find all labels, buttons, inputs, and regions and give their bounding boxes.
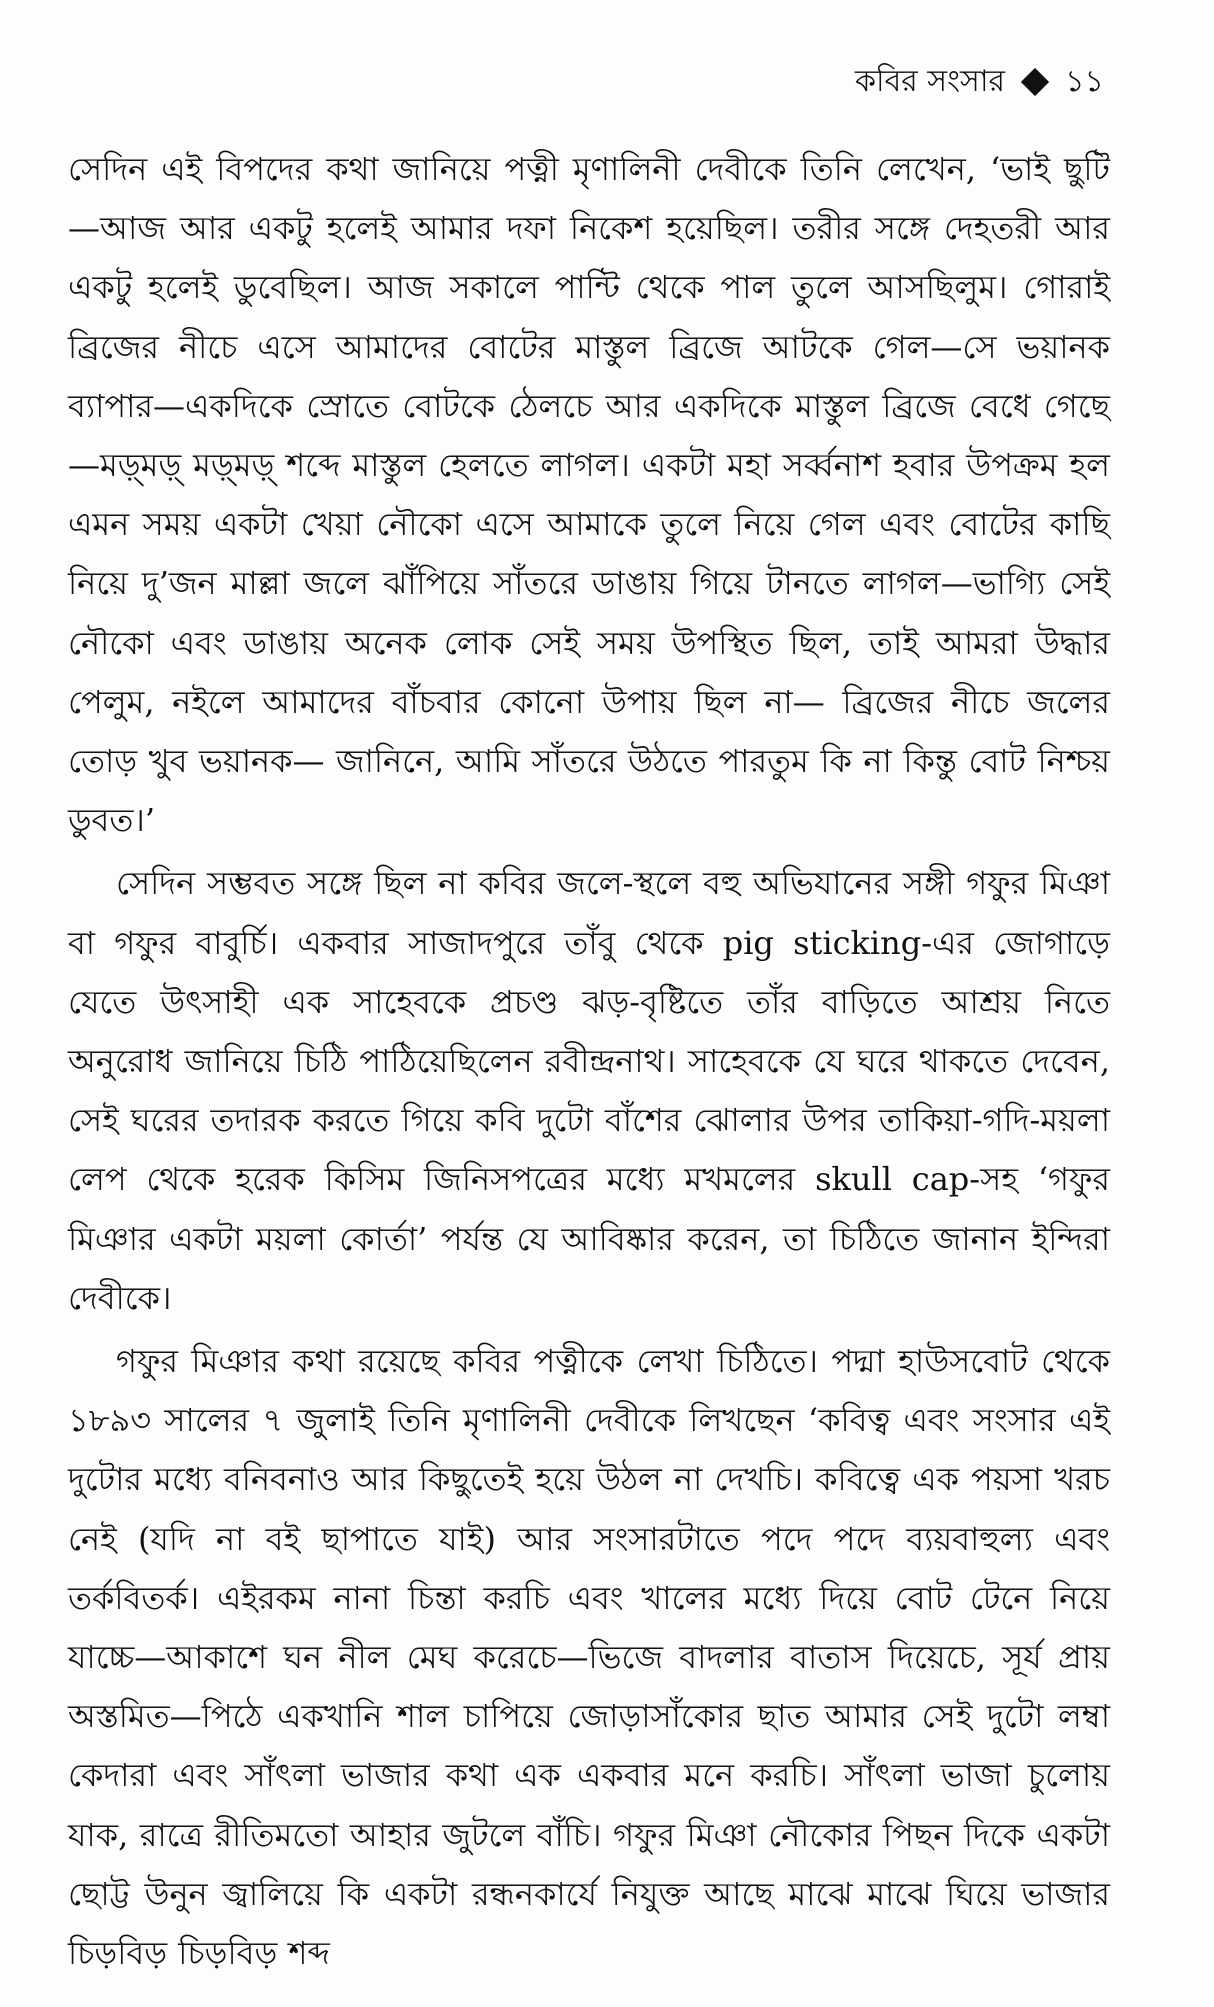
body-text [68,140,1110,1987]
paragraph-3: গফুর মিঞার কথা রয়েছে কবির পত্নীকে লেখা চিঠিতে। পদ্মা হাউসবোট থেকে ১৮৯৩ সালের ৭ জুলাই তিনি মৃণালিনী দেবীকে লিখছেন ‘কবিত্ব এবং সংসার এই দুটোর মধ্যে বনিবনাও আর কিছুতেই হয়ে উঠল না দেখচি। কবিত্বে এক পয়সা খরচ নেই (যদি না বই ছাপাতে যাই) আর সংসারটাতে পদে পদে ব্যয়বাহুল্য এবং তর্কবিতর্ক। এইরকম নানা চিন্তা করচি এবং খালের মধ্যে দিয়ে বোট টেনে নিয়ে যাচ্চে—আকাশে ঘন নীল মেঘ করেচে—ভিজে বাদলার বাতাস দিয়েচে, সূর্য প্রায় অস্তমিত—পিঠে একখানি শাল চাপিয়ে জোড়াসাঁকোর ছাত আমার সেই দুটো লম্বা কেদারা এবং সাঁৎলা ভাজার কথা এক একবার মনে করচি। সাঁৎলা ভাজা চুলোয় যাক, রাত্রে রীতিমতো আহার জুটলে বাঁচি। গফুর মিঞা নৌকোর পিছন দিকে একটা ছোট্ট উনুন জ্বালিয়ে কি একটা রন্ধনকার্যে নিযুক্ত আছে মাঝে মাঝে ঘিয়ে ভাজার চিড়বিড় চিড়বিড় শব্দ [68,1342,1110,1973]
page-number: ১১ [1065,64,1104,99]
running-header [855,62,1104,102]
paragraph-1: সেদিন এই বিপদের কথা জানিয়ে পত্নী মৃণালিনী দেবীকে তিনি লেখেন, ‘ভাই ছুটি—আজ আর একটু হলেই আমার দফা নিকেশ হয়েছিল। তরীর সঙ্গে দেহতরী আর একটু হলেই ডুবেছিল। আজ সকালে পান্টি থেকে পাল তুলে আসছিলুম। গোরাই ব্রিজের নীচে এসে আমাদের বোটের মাস্তুল ব্রিজে আটকে গেল—সে ভয়ানক ব্যাপার—একদিকে স্রোতে বোটকে ঠেলচে আর একদিকে মাস্তুল ব্রিজে বেধে গেছে—মড়্‌মড়্ মড়্‌মড়্ শব্দে মাস্তুল হেলতে লাগল। একটা মহা সর্ব্বনাশ হবার উপক্রম হল এমন সময় একটা খেয়া নৌকো এসে আমাকে তুলে নিয়ে গেল এবং বোটের কাছি নিয়ে দু’জন মাল্লা জলে ঝাঁপিয়ে সাঁতরে ডাঙায় গিয়ে টানতে লাগল—ভাগ্যি সেই নৌকো এবং ডাঙায় অনেক লোক সেই সময় উপস্থিত ছিল, তাই আমরা উদ্ধার পেলুম, নইলে আমাদের বাঁচবার কোনো উপায় ছিল না— ব্রিজের নীচে জলের তোড় খুব ভয়ানক— জানিনে, আমি সাঁতরে উঠতে পারতুম কি না কিন্তু বোট নিশ্চয় ডুবত।’ [68,150,1110,840]
paragraph-2: সেদিন সম্ভবত সঙ্গে ছিল না কবির জলে-স্থলে বহু অভিযানের সঙ্গী গফুর মিঞা বা গফুর বাবুর্চি। একবার সাজাদপুরে তাঁবু থেকে pig sticking-এর জোগাড়ে যেতে উৎসাহী এক সাহেবকে প্রচণ্ড ঝড়-বৃষ্টিতে তাঁর বাড়িতে আশ্রয় নিতে অনুরোধ জানিয়ে চিঠি পাঠিয়েছিলেন রবীন্দ্রনাথ। সাহেবকে যে ঘরে থাকতে দেবেন, সেই ঘরের তদারক করতে গিয়ে কবি দুটো বাঁশের ঝোলার উপর তাকিয়া-গদি-ময়লা লেপ থেকে হরেক কিসিম জিনিসপত্রের মধ্যে মখমলের skull cap-সহ ‘গফুর মিঞার একটা ময়লা কোর্তা’ পর্যন্ত যে আবিষ্কার করেন, তা চিঠিতে জানান ইন্দিরা দেবীকে। [68,864,1110,1317]
diamond-ornament-icon [1021,68,1049,96]
running-title: কবির সংসার [855,64,1006,99]
